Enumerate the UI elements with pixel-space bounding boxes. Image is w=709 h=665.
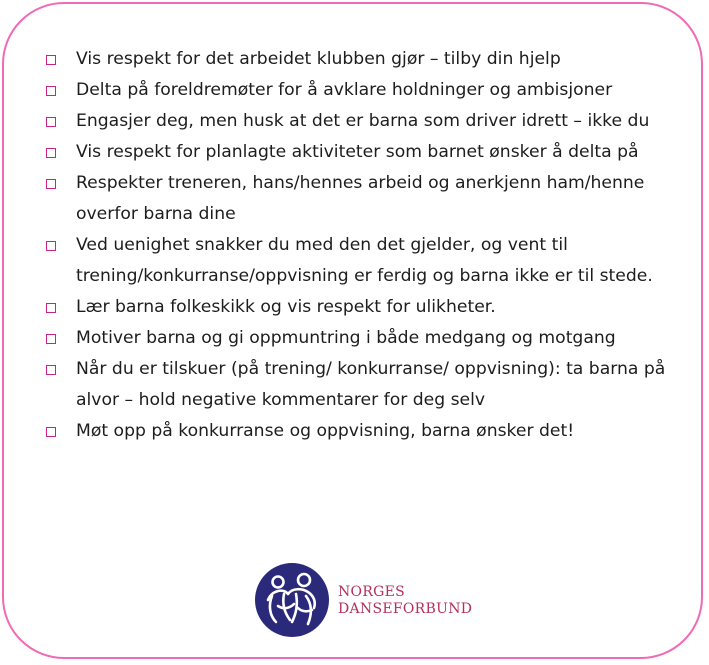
dancers-emblem-icon (254, 562, 330, 638)
checkbox-bullet-icon (46, 241, 56, 251)
checkbox-bullet-icon (46, 365, 56, 375)
list-item-text: Motiver barna og gi oppmuntring i både medgang og motgang (76, 328, 616, 348)
checkbox-bullet-icon (46, 303, 56, 313)
checkbox-bullet-icon (46, 117, 56, 127)
checkbox-bullet-icon (46, 86, 56, 96)
list-item (42, 416, 692, 447)
checkbox-bullet-icon (46, 148, 56, 158)
list-item-text: Når du er tilskuer (på trening/ konkurranse/ oppvisning): ta barna på alvor – hold negative kommentarer for deg selv (76, 359, 666, 410)
list-item-text: Møt opp på konkurranse og oppvisning, barna ønsker det! (76, 421, 575, 441)
list-item-text: Delta på foreldremøter for å avklare holdninger og ambisjoner (76, 80, 613, 100)
list-item-text: Vis respekt for planlagte aktiviteter som barnet ønsker å delta på (76, 142, 639, 162)
checkbox-bullet-icon (46, 55, 56, 65)
checkbox-bullet-icon (46, 334, 56, 344)
list-item (42, 354, 692, 416)
list-item (42, 44, 692, 75)
list-item (42, 323, 692, 354)
list-item (42, 292, 692, 323)
norges-danseforbund-logo (254, 562, 494, 642)
logo-line-1: NORGES (338, 584, 406, 600)
list-item-text: Respekter treneren, hans/hennes arbeid og anerkjenn ham/henne overfor barna dine (76, 173, 645, 224)
list-item-text: Ved uenighet snakker du med den det gjelder, og vent til trening/konkurranse/oppvisning er ferdig og barna ikke er til stede. (76, 235, 653, 286)
logo-line-2: DANSEFORBUND (338, 601, 473, 617)
checkbox-bullet-icon (46, 427, 56, 437)
content-card (2, 2, 703, 659)
list-item-text: Engasjer deg, men husk at det er barna som driver idrett – ikke du (76, 111, 650, 131)
list-item (42, 75, 692, 106)
list-item-text: Lær barna folkeskikk og vis respekt for ulikheter. (76, 297, 496, 317)
logo-text (338, 584, 472, 618)
bullet-list (42, 44, 692, 447)
list-item (42, 106, 692, 137)
checkbox-bullet-icon (46, 179, 56, 189)
list-item (42, 137, 692, 168)
list-item (42, 168, 692, 230)
list-item (42, 230, 692, 292)
list-item-text: Vis respekt for det arbeidet klubben gjør – tilby din hjelp (76, 49, 561, 69)
